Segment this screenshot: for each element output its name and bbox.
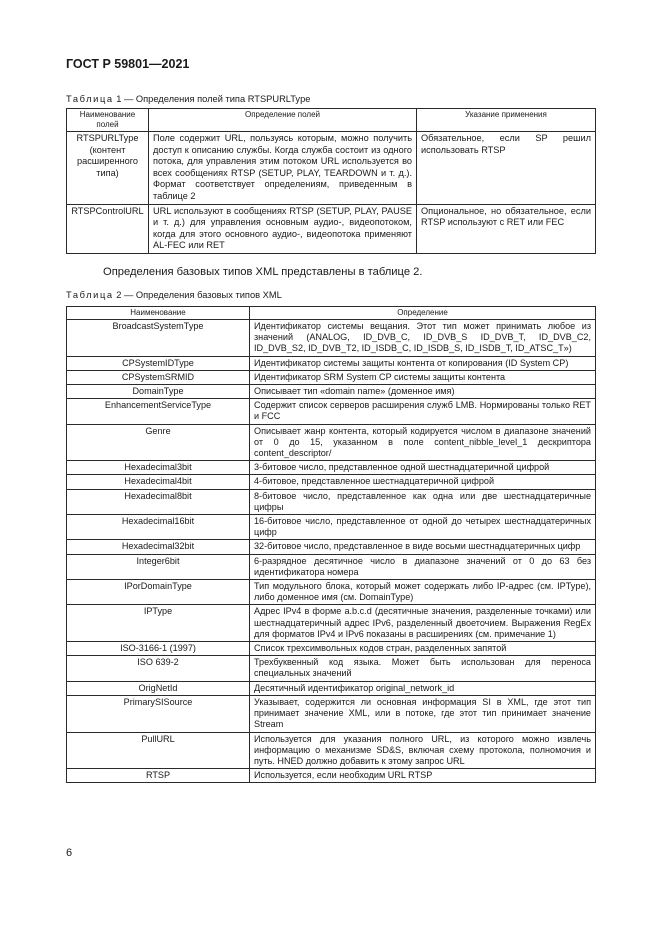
table-row [67, 320, 596, 357]
table-row [67, 204, 596, 253]
type-definition: Список трехсимвольных кодов стран, разделенных запятой [250, 642, 596, 656]
type-name: IPType [67, 605, 250, 642]
type-definition: 3-битовое число, представленное одной шестнадцатеричной цифрой [250, 461, 596, 475]
table1-caption-prefix: Таблица [66, 94, 114, 104]
table-row [67, 132, 596, 205]
table-row [67, 515, 596, 540]
table2-caption-prefix: Таблица [66, 290, 114, 300]
type-definition: Используется для указания полного URL, из которого можно извлечь информацию о механизме SD&S, включая схему протокола, полномочия и путь. HNED должно добавить к этому запрос URL [250, 732, 596, 769]
type-definition: Содержит список серверов расширения служб LMB. Нормированы только RET и FCC [250, 399, 596, 424]
type-definition: Указывает, содержится ли основная информация SI в XML, где этот тип принимает значение XML, или в потоке, где этот тип принимает значение Stream [250, 695, 596, 732]
table-row [67, 681, 596, 695]
table1-header-definition: Определение полей [149, 109, 417, 132]
type-name: CPSystemIDType [67, 356, 250, 370]
type-definition: Описывает тип «domain name» (доменное имя) [250, 385, 596, 399]
table-row [67, 554, 596, 579]
table2-header-name: Наименование [67, 307, 250, 320]
type-definition: 8-битовое число, представленное как одна или две шестнадцатеричные цифры [250, 489, 596, 514]
table2-caption [66, 290, 282, 300]
table1-header-name: Наименование полей [67, 109, 149, 132]
table-row [67, 356, 596, 370]
table2-caption-text: 2 — Определения базовых типов XML [116, 290, 282, 300]
table2-header-row [67, 307, 596, 320]
table-row [67, 605, 596, 642]
table1-header-row [67, 109, 596, 132]
table-row [67, 399, 596, 424]
document-header: ГОСТ Р 59801—2021 [66, 57, 190, 71]
type-name: Hexadecimal32bit [67, 540, 250, 554]
page-number: 6 [66, 847, 73, 859]
type-definition: 16-битовое число, представленное от одной до четырех шестнадцатеричных цифр [250, 515, 596, 540]
table-row [67, 580, 596, 605]
table-row [67, 385, 596, 399]
type-name: OrigNetId [67, 681, 250, 695]
type-definition: Трехбуквенный код языка. Может быть использован для переноса специальных значений [250, 656, 596, 681]
type-definition: 32-битовое число, представленное в виде восьми шестнадцатеричных цифр [250, 540, 596, 554]
table-row [67, 475, 596, 489]
type-name: Hexadecimal3bit [67, 461, 250, 475]
field-definition: URL используют в сообщениях RTSP (SETUP, PLAY, PAUSE и т. д.) для управления основным аудио-, видеопотоком, когда для этого основного аудио-, видеопотока применяют AL-FEC или RET [149, 204, 417, 253]
type-name: ISO-3166-1 (1997) [67, 642, 250, 656]
type-name: EnhancementServiceType [67, 399, 250, 424]
type-name: BroadcastSystemType [67, 320, 250, 357]
type-definition: Адрес IPv4 в форме a.b.c.d (десятичные значения, разделенные точками) или шестнадцатеричный адрес IPv6, разделенный двоеточием. Выражения RegEx для форматов IPv4 и IPv6 показаны в расширениях (см. примечание 1) [250, 605, 596, 642]
table1-caption [66, 94, 310, 104]
table-row [67, 695, 596, 732]
table1-header-usage: Указание применения [417, 109, 596, 132]
type-definition: 6-разрядное десятичное число в диапазоне значений от 0 до 63 без идентификатора номера [250, 554, 596, 579]
type-name: DomainType [67, 385, 250, 399]
type-name: IPorDomainType [67, 580, 250, 605]
table1-caption-text: 1 — Определения полей типа RTSPURLType [116, 94, 311, 104]
field-usage: Опциональное, но обязательное, если RTSP используют с RET или FEC [417, 204, 596, 253]
body-paragraph: Определения базовых типов XML представлены в таблице 2. [103, 266, 423, 278]
field-name: RTSPURLType (контент расширенного типа) [67, 132, 149, 205]
type-name: PrimarySISource [67, 695, 250, 732]
type-definition: Тип модульного блока, который может содержать либо IP-адрес (см. IPType), либо доменное имя (см. DomainType) [250, 580, 596, 605]
type-name: RTSP [67, 769, 250, 783]
table-row [67, 769, 596, 783]
table-row [67, 642, 596, 656]
type-definition: Описывает жанр контента, который кодируется числом в диапазоне значений от 0 до 15, указанном в поле content_nibble_level_1 дескриптора content_descriptor/ [250, 424, 596, 461]
table-row [67, 732, 596, 769]
field-definition: Поле содержит URL, пользуясь которым, можно получить доступ к описанию службы. Когда служба состоит из одного потока, для управления этим потоком URL используется во всех сообщениях RTSP (SETUP, PLAY, TEARDOWN и т. д.). Формат соответствует определениям, приведенным в таблице 2 [149, 132, 417, 205]
type-name: ISO 639-2 [67, 656, 250, 681]
type-name: PullURL [67, 732, 250, 769]
field-name: RTSPControlURL [67, 204, 149, 253]
type-definition: 4-битовое, представленное шестнадцатеричной цифрой [250, 475, 596, 489]
field-usage: Обязательное, если SP решил использовать RTSP [417, 132, 596, 205]
type-name: Hexadecimal8bit [67, 489, 250, 514]
type-definition: Десятичный идентификатор original_network_id [250, 681, 596, 695]
table-row [67, 424, 596, 461]
type-definition: Идентификатор системы вещания. Этот тип может принимать любое из значений (ANALOG, ID_DVB_C, ID_DVB_S ID_DVB_T, ID_DVB_C2, ID_DVB_S2, ID_DVB_T2, ID_ISDB_C, ID_ISDB_S, ID_ISDB_T, ID_ATSC_T») [250, 320, 596, 357]
type-definition: Идентификатор системы защиты контента от копирования (ID System CP) [250, 356, 596, 370]
table-row [67, 656, 596, 681]
table-row [67, 370, 596, 384]
table-row [67, 489, 596, 514]
table-row [67, 461, 596, 475]
table-row [67, 540, 596, 554]
type-definition: Идентификатор SRM System CP системы защиты контента [250, 370, 596, 384]
table1 [66, 108, 596, 254]
type-definition: Используется, если необходим URL RTSP [250, 769, 596, 783]
table2 [66, 306, 596, 783]
type-name: Hexadecimal4bit [67, 475, 250, 489]
table2-header-definition: Определение [250, 307, 596, 320]
type-name: Hexadecimal16bit [67, 515, 250, 540]
type-name: Integer6bit [67, 554, 250, 579]
type-name: Genre [67, 424, 250, 461]
type-name: CPSystemSRMID [67, 370, 250, 384]
